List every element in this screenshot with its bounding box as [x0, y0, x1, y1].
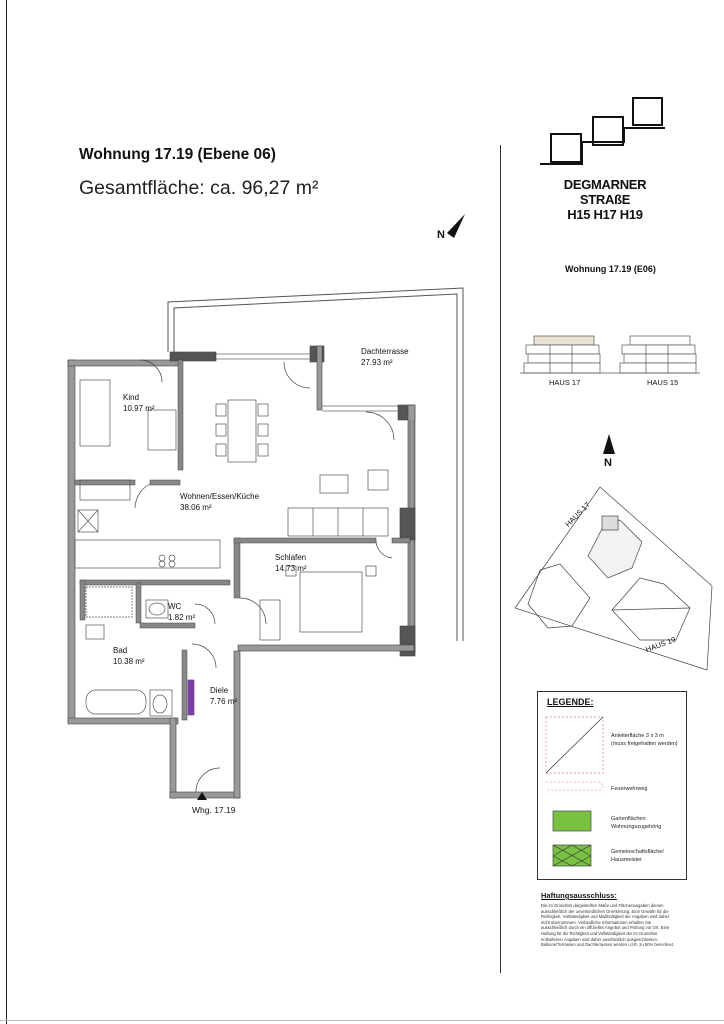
- disclaimer-text: Die im Grundriss dargestellten Maße und Flächenangaben dienen ausschließlich der unverbindlichen Orientierung. Eine Gewähr für die Richtigkeit, Vollständigkeit und Maßhaltigkeit der Angaben wird daher nicht übernommen. Verbindliche Informationen erhalten Sie ausschließlich durch ein offizielles Angebot und Prüfung vor Ort. Eine Haftung für die Richtigkeit und Vollständigkeit der im Grundriss enthaltenen Angaben wird daher ausdrücklich ausgeschlossen. Balkone/Terrassen und Dachterrassen werden i.d.R. zu 50% berechnet.: [541, 903, 675, 948]
- room-name: Dachterrasse: [361, 347, 409, 356]
- legend-box: [537, 691, 687, 880]
- map-label-haus-19: HAUS 19: [644, 634, 677, 655]
- total-area: Gesamtfläche: ca. 96,27 m²: [79, 177, 319, 199]
- room-size: 1.82 m²: [168, 613, 196, 622]
- room-name: WC: [168, 602, 182, 611]
- brand-name: [540, 177, 670, 222]
- room-name: Diele: [210, 686, 229, 695]
- room-size: 10.38 m²: [113, 657, 145, 666]
- room-size: 27.93 m²: [361, 358, 393, 367]
- brand-line-2: H15 H17 H19: [567, 207, 643, 222]
- map-label-haus-17: HAUS 17: [563, 500, 592, 529]
- brand-logo: [540, 98, 665, 164]
- elevation-haus-17: [524, 336, 600, 373]
- legend-label-anleiter: Anleiterfläche 3 x 3 m (muss freigehalten werden): [611, 733, 678, 747]
- room-size: 7.76 m²: [210, 697, 238, 706]
- legend-label-gemeinschaft: Gemeinschaftsfläche/ Hausmeister: [611, 849, 664, 863]
- apartment-title: Wohnung 17.19 (Ebene 06): [79, 146, 276, 163]
- unit-label: Wohnung 17.19 (E06): [565, 264, 656, 274]
- legend-label-garten: Gartenflächen Wohnungszugehörig: [611, 816, 662, 830]
- legend-title: LEGENDE:: [547, 697, 594, 707]
- elevation-label-haus-17: HAUS 17: [549, 378, 581, 387]
- elevation-label-haus-15: HAUS 15: [647, 378, 679, 387]
- elevation-haus-15: [620, 336, 696, 373]
- map-north-arrow-icon: [603, 434, 615, 454]
- room-name: Wohnen/Essen/Küche: [180, 492, 260, 501]
- room-size: 10.97 m²: [123, 404, 155, 413]
- map-north-label: N: [604, 457, 612, 469]
- entry-label: Whg. 17.19: [192, 805, 236, 815]
- legend-label-feuerwehr: Feuerwehrweg: [611, 786, 648, 792]
- room-name: Kind: [123, 393, 140, 402]
- plan-north-label: N: [437, 229, 445, 241]
- disclaimer-title: Haftungsausschluss:: [541, 891, 617, 900]
- room-size: 14.73 m²: [275, 564, 307, 573]
- room-name: Schlafen: [275, 553, 307, 562]
- site-map: [515, 487, 712, 670]
- room-name: Bad: [113, 646, 128, 655]
- room-size: 38.06 m²: [180, 503, 212, 512]
- brand-line-1: DEGMARNER STRAßE: [563, 177, 647, 207]
